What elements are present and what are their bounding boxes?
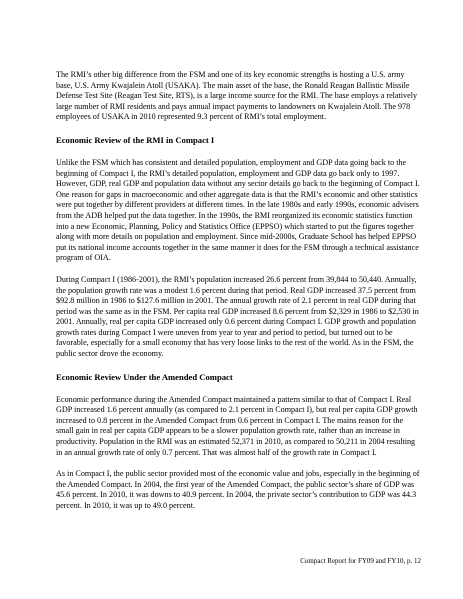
paragraph-public-sector: As in Compact I, the public sector provided most of the economic value and jobs, especially in the beginning of the Amended Compact. In 2004, the first year of the Amended Compact, the public sector’s share of GDP was 45.6 percent. In 2010, it was downs to 40.9 percent. In 2004, the private sector’s contribution to GDP was 44.3 percent. In 2010, it was up to 49.0 percent. xyxy=(56,469,420,510)
document-page xyxy=(56,70,420,512)
paragraph-amended-performance: Economic performance during the Amended Compact maintained a pattern similar to that of Compact I. Real GDP increased 1.6 percent annually (as compared to 2.1 percent in Compact I), but real per capita GDP growth increased to 0.8 percent in the Amended Compact from 0.6 percent in Compact I. The mains reason for the small gain in real per capita GDP appears to be a slower population growth rate, rather than an increase in productivity. Population in the RMI was an estimated 52,371 in 2010, as compared to 50,211 in 2004 resulting in an annual growth rate of only 0.7 percent. That was almost half of the growth rate in Compact I. xyxy=(56,394,418,457)
paragraph-compact-i-growth: During Compact I (1986-2001), the RMI’s population increased 26.6 percent from 39,844 to 50,440. Annually, the population growth rate was a modest 1.6 percent during that period. Real GDP increased 37.5 percent from $92.8 million in 1986 to $127.6 million in 2001. The annual growth rate of 2.1 percent in real GDP during that period was the same as in the FSM. Per capita real GDP increased 8.6 percent from $2,329 in 1986 to $2,530 in 2001. Annually, real per capita GDP increased only 0.6 percent during Compact I. GDP growth and population growth rates during Compact I were uneven from year to year and period to period, but turned out to be favorable, especially for a small economy that has very loose links to the rest of the world. As in the FSM, the public sector drove the economy. xyxy=(56,274,419,359)
paragraph-usaka: The RMI’s other big difference from the FSM and one of its key economic strengths is hosting a U.S. army base, U.S. Army Kwajalein Atoll (USAKA). The main asset of the base, the Ronald Reagan Ballistic Missile Defense Test Site (Reagan Test Site, RTS), is a large income source for the RMI. The base employs a relatively large number of RMI residents and pays annual impact payments to landowners on Kwajalein Atoll. The 978 employees of USAKA in 2010 represented 9.3 percent of RMI’s total employment. xyxy=(56,70,418,122)
heading-amended-compact: Economic Review Under the Amended Compact xyxy=(56,371,233,382)
heading-compact-i: Economic Review of the RMI in Compact I xyxy=(56,134,215,145)
paragraph-data-history: Unlike the FSM which has consistent and detailed population, employment and GDP data going back to the beginning of Compact I, the RMI’s detailed population, employment and GDP data go back only to 1997. However, GDP, real GDP and population data without any sector details go back to the beginning of Compact I. One reason for gaps in macroeconomic and other aggregate data is that the RMI’s economic and other statistics were put together by different providers at different times. In the late 1980s and early 1990s, economic advisers from the ADB helped put the data together. In the 1990s, the RMI reorganized its economic statistics function into a new Economic, Planning, Policy and Statistics Office (EPPSO) which started to put the figures together along with more details on population and employment. Since mid-2000s, Graduate School has helped EPPSO put its national income accounts together in the same manner it does for the FSM through a technical assistance program of OIA. xyxy=(56,157,420,263)
page-footer: Compact Report for FY09 and FY10, p. 12 xyxy=(300,557,421,565)
